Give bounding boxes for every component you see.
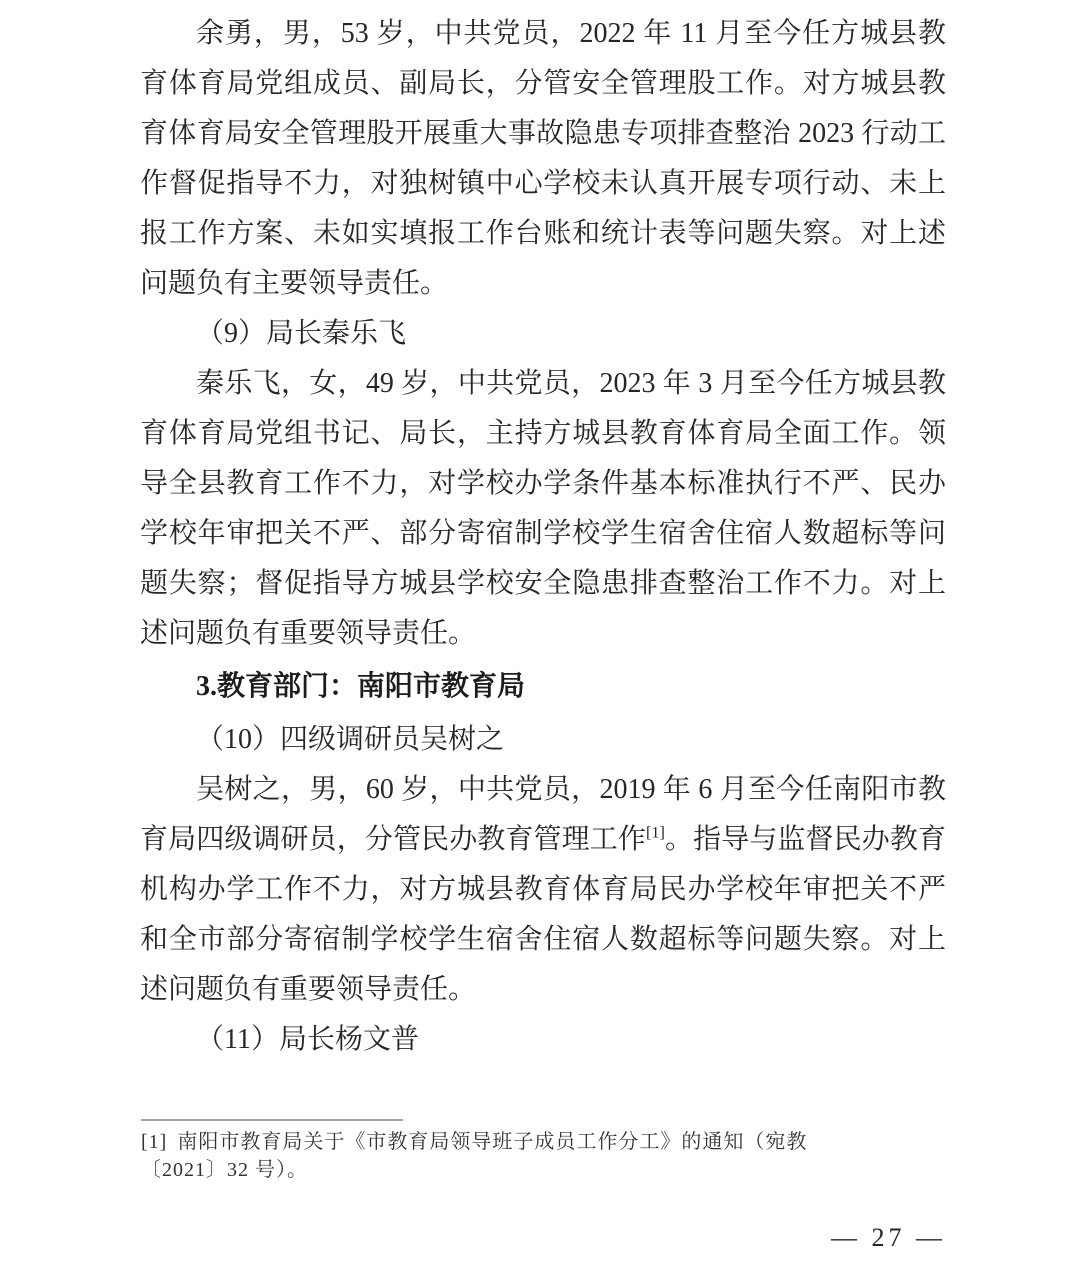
footnote-separator-line	[141, 1119, 403, 1121]
paragraph-text-after-footnote-ref: 。指导与监督民办教育机构办学工作不力，对方城县教育体育局民办学校年审把关不严和全市部分寄宿制学校学生宿舍住宿人数超标等问题失察。对上述问题负有重要领导责任。	[140, 824, 946, 1005]
paragraph-qin-lefei-bio: 秦乐飞，女，49 岁，中共党员，2023 年 3 月至今任方城县教育体育局党组书记、局长，主持方城县教育体育局全面工作。领导全县教育工作不力，对学校办学条件基本标准执行不严、民办学校年审把关不严、部分寄宿制学校学生宿舍住宿人数超标等问题失察；督促指导方城县学校安全隐患排查整治工作不力。对上述问题负有重要领导责任。	[140, 368, 946, 649]
page-number: — 27 —	[831, 1223, 946, 1252]
paragraph-item-10-title: （10）四级调研员吴树之	[196, 724, 505, 755]
document-body	[140, 9, 946, 1065]
section-heading-education-department: 3.教育部门：南阳市教育局	[196, 671, 526, 702]
paragraph-text-before-footnote-ref: 吴树之，男，60 岁，中共党员，2019 年 6 月至今任南阳市教育局四级调研员，分管民办教育管理工作	[140, 774, 946, 855]
paragraph-item-11-title: （11）局长杨文普	[196, 1024, 419, 1055]
paragraph-item-9-title: （9）局长秦乐飞	[196, 318, 407, 349]
footnote	[141, 1128, 861, 1184]
footnote-text: 南阳市教育局关于《市教育局领导班子成员工作分工》的通知（宛教〔2021〕32 号）。	[141, 1131, 808, 1181]
footnote-marker: [1]	[141, 1131, 168, 1153]
paragraph-wu-shuzhi-bio	[140, 765, 946, 1015]
footnote-ref-superscript: [1]	[645, 823, 665, 842]
paragraph-yu-yong-bio: 余勇，男，53 岁，中共党员，2022 年 11 月至今任方城县教育体育局党组成员、副局长，分管安全管理股工作。对方城县教育体育局安全管理股开展重大事故隐患专项排查整治 2023 行动工作督促指导不力，对独树镇中心学校未认真开展专项行动、未上报工作方案、未如实填报工作台账和统计表等问题失察。对上述问题负有主要领导责任。	[140, 18, 946, 299]
